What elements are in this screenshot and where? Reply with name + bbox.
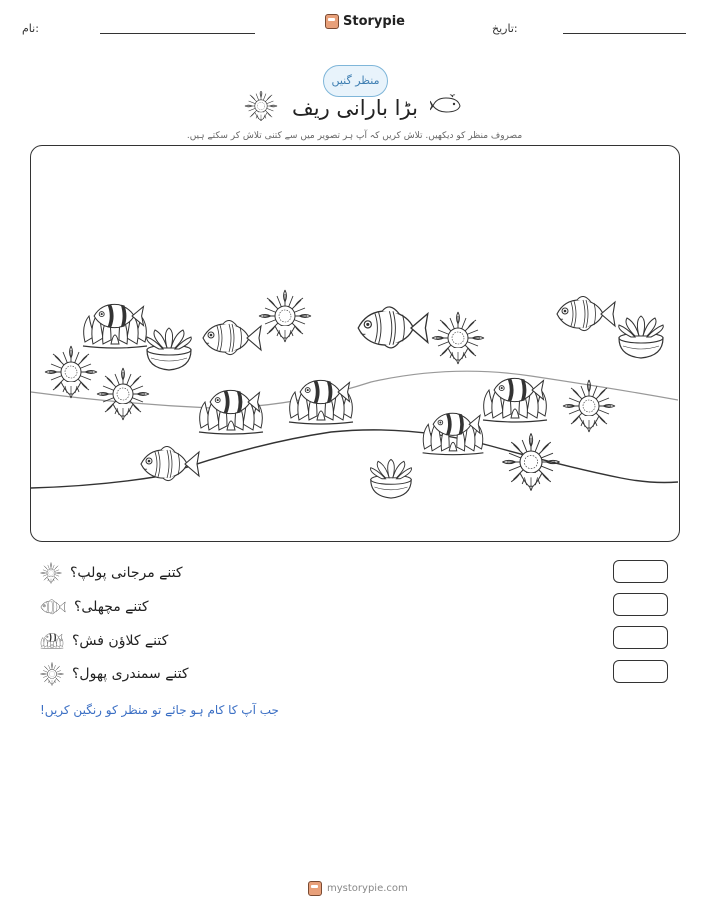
clownfish xyxy=(289,380,353,424)
name-label: نام: xyxy=(22,22,39,35)
title-polyp-icon xyxy=(244,91,278,121)
fish xyxy=(358,307,428,348)
closing-note: جب آپ کا کام ہو جائے تو منظر کو رنگین کریں! xyxy=(40,703,279,717)
mascot-icon xyxy=(325,14,339,29)
date-line[interactable] xyxy=(563,33,686,34)
coral-polyp xyxy=(371,459,412,498)
question-row xyxy=(40,628,250,654)
fish xyxy=(141,446,199,480)
instructions: مصروف منظر کو دیکھیں. تلاش کریں کہ آپ ہر تصویر میں سے کتنی تلاش کر سکتے ہیں. xyxy=(186,131,523,141)
seafloor-wave-line xyxy=(31,430,678,488)
answer-box[interactable] xyxy=(613,626,668,649)
question-text: کتنے سمندری پھول؟ xyxy=(72,666,189,682)
coral-polyp xyxy=(147,328,192,370)
date-label: تاریخ: xyxy=(492,22,518,35)
sea-anemone xyxy=(259,290,311,342)
question-row xyxy=(40,560,250,586)
clownfish xyxy=(483,378,547,422)
coral-polyp xyxy=(619,316,664,358)
fish xyxy=(203,320,261,354)
site-url[interactable]: mystorypie.com xyxy=(327,883,408,894)
question-text: کتنے مرجانی پولپ؟ xyxy=(70,565,183,581)
sea-anemone xyxy=(45,346,97,398)
activity-badge: منظر گنیں xyxy=(323,65,388,97)
mascot-icon xyxy=(308,881,322,896)
sea-anemone-icon xyxy=(40,662,64,686)
site-footer xyxy=(308,881,408,896)
sea-anemone xyxy=(502,433,559,490)
fish-icon xyxy=(40,596,66,618)
clownfish xyxy=(423,413,484,454)
clownfish xyxy=(199,390,263,434)
reef-scene xyxy=(30,145,680,542)
question-row xyxy=(40,594,250,620)
fish xyxy=(557,296,615,330)
page-title: بڑا بارانی ریف xyxy=(292,96,418,120)
question-text: کتنے مچھلی؟ xyxy=(74,599,149,615)
brand-logo xyxy=(325,14,405,29)
answer-box[interactable] xyxy=(613,660,668,683)
answer-box[interactable] xyxy=(613,593,668,616)
whale-icon xyxy=(430,94,464,116)
question-row xyxy=(40,661,250,687)
coral-polyp-icon xyxy=(40,562,62,584)
question-text: کتنے کلاؤن فش؟ xyxy=(72,633,169,649)
clownfish-icon xyxy=(40,629,64,653)
answer-box[interactable] xyxy=(613,560,668,583)
reef-illustration xyxy=(31,146,678,540)
sea-anemone xyxy=(432,312,484,364)
clownfish xyxy=(83,304,147,348)
name-line[interactable] xyxy=(100,33,255,34)
sea-anemone xyxy=(97,368,149,420)
brand-name: Storypie xyxy=(343,14,405,29)
